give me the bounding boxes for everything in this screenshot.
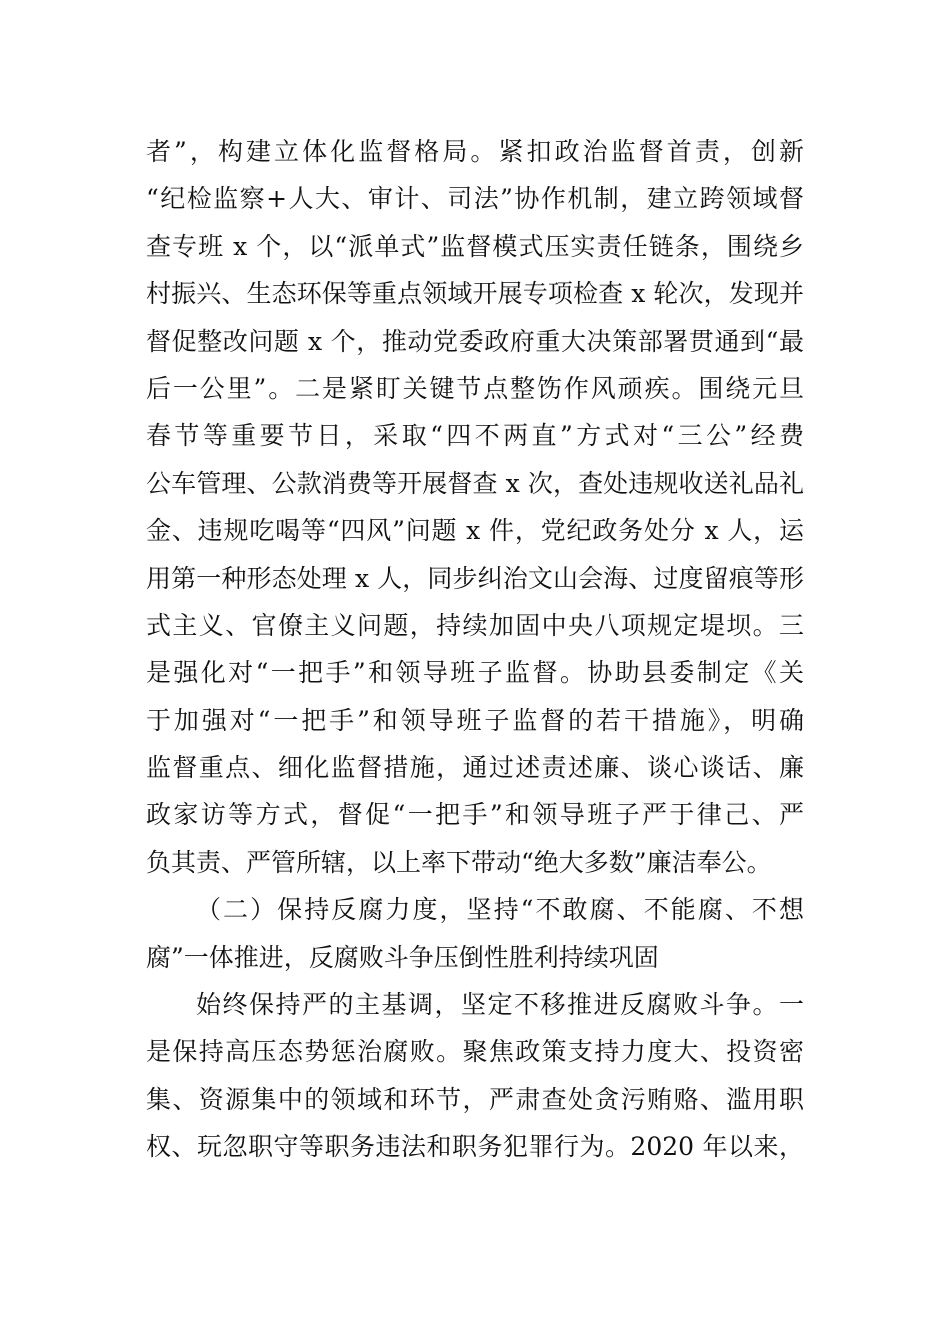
- text-line: 集、资源集中的领域和环节，严肃查处贪污贿赂、滥用职: [146, 1084, 804, 1114]
- text-line: 于加强对“一把手”和领导班子监督的若干措施》，明确: [146, 705, 804, 735]
- text-line: 是强化对“一把手”和领导班子监督。协助县委制定《关: [146, 658, 804, 688]
- section-heading-line: 腐”一体推进，反腐败斗争压倒性胜利持续巩固: [146, 942, 659, 972]
- text-line: 权、玩忽职守等职务违法和职务犯罪行为。2020 年以来，: [146, 1132, 804, 1162]
- text-line: 查专班 x 个，以“派单式”监督模式压实责任链条，围绕乡: [146, 231, 804, 261]
- text-line: 后一公里”。二是紧盯关键节点整饬作风顽疾。围绕元旦: [146, 373, 804, 403]
- paragraph-start-line: 始终保持严的主基调，坚定不移推进反腐败斗争。一: [196, 990, 804, 1020]
- text-line: 监督重点、细化监督措施，通过述责述廉、谈心谈话、廉: [146, 753, 804, 783]
- text-line: 者”，构建立体化监督格局。紧扣政治监督首责，创新: [146, 137, 804, 166]
- text-line: 春节等重要节日，采取“四不两直”方式对“三公”经费: [146, 421, 804, 451]
- body-text: [146, 128, 804, 1171]
- text-line: 督促整改问题 x 个，推动党委政府重大决策部署贯通到“最: [146, 326, 804, 356]
- text-line: 是保持高压态势惩治腐败。聚焦政策支持力度大、投资密: [146, 1037, 804, 1067]
- text-line: 金、违规吃喝等“四风”问题 x 件，党纪政务处分 x 人，运: [146, 516, 804, 546]
- text-line: 式主义、官僚主义问题，持续加固中央八项规定堤坝。三: [146, 610, 804, 640]
- text-line: 用第一种形态处理 x 人，同步纠治文山会海、过度留痕等形: [146, 563, 804, 593]
- paragraph-end-line: 负其责、严管所辖，以上率下带动“绝大多数”廉洁奉公。: [146, 847, 772, 877]
- text-line: “纪检监察+人大、审计、司法”协作机制，建立跨领域督: [146, 184, 804, 214]
- text-line: 村振兴、生态环保等重点领域开展专项检查 x 轮次，发现并: [146, 279, 804, 309]
- section-heading-line: （二）保持反腐力度，坚持“不敢腐、不能腐、不想: [196, 895, 804, 925]
- text-line: 公车管理、公款消费等开展督查 x 次，查处违规收送礼品礼: [146, 468, 804, 498]
- text-line: 政家访等方式，督促“一把手”和领导班子严于律己、严: [146, 800, 804, 830]
